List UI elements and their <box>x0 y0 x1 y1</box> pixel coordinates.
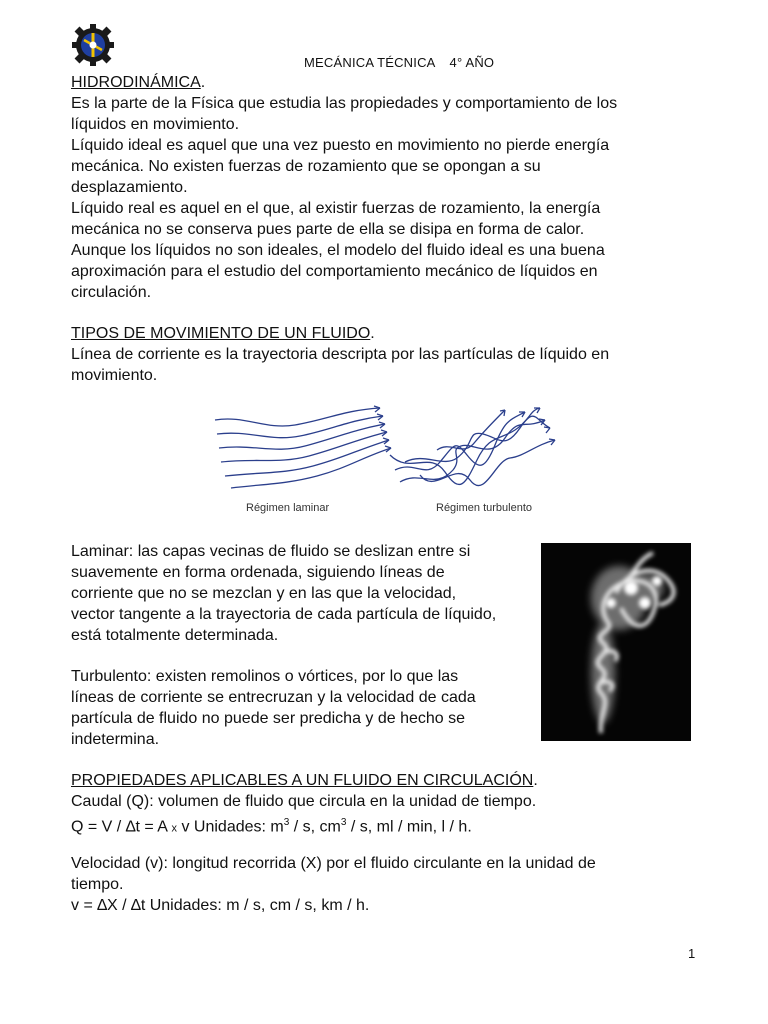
laminar-line: vector tangente a la trayectoria de cada partícula de líquido, <box>71 606 497 623</box>
paragraph-line: mecánica. No existen fuerzas de rozamiento que se opongan a su <box>71 158 541 175</box>
velocity-line: Velocidad (v): longitud recorrida (X) por el fluido circulante en la unidad de <box>71 855 596 872</box>
velocity-formula: v = ∆X / ∆t Unidades: m / s, cm / s, km / h. <box>71 897 370 914</box>
header-year: 4° AÑO <box>449 55 495 70</box>
caption-laminar: Régimen laminar <box>246 502 330 514</box>
laminar-line: corriente que no se mezclan y en las que la velocidad, <box>71 585 457 602</box>
turbulent-line: Turbulento: existen remolinos o vórtices, por lo que las <box>71 668 459 685</box>
paragraph-line: Líquido real es aquel en el que, al existir fuerzas de rozamiento, la energía <box>71 200 601 217</box>
page-header <box>304 55 494 70</box>
laminar-streamline <box>219 424 385 449</box>
laminar-streamline <box>215 408 380 426</box>
flow-regime-figure <box>205 400 565 500</box>
formula-caudal: Q = V / ∆t = A x v Unidades: $m^3$ / s, $cm^3$ / s, ml / min, l / h. <box>71 817 472 836</box>
paragraph-line: Líquido ideal es aquel que una vez puesto en movimiento no pierde energía <box>71 137 610 154</box>
page-number: 1 <box>688 946 696 961</box>
turbulent-streamline <box>420 440 555 486</box>
paragraph-line: aproximación para el estudio del comportamiento mecánico de líquidos en <box>71 263 598 280</box>
turbulent-line: indetermina. <box>71 731 160 748</box>
laminar-line: está totalmente determinada. <box>71 627 279 644</box>
velocity-line: tiempo. <box>71 876 124 893</box>
section-title-hidrodinamica: HIDRODINÁMICA. <box>71 74 206 91</box>
paragraph-line: Caudal (Q): volumen de fluido que circula en la unidad de tiempo. <box>71 793 537 810</box>
paragraph-line: Línea de corriente es la trayectoria descripta por las partículas de líquido en <box>71 346 610 363</box>
turbulent-line: partícula de fluido no puede ser predicha y de hecho se <box>71 710 466 727</box>
header-subject: MECÁNICA TÉCNICA <box>304 55 436 70</box>
laminar-line: Laminar: las capas vecinas de fluido se deslizan entre si <box>71 543 471 560</box>
paragraph-line: circulación. <box>71 284 152 301</box>
paragraph-line: movimiento. <box>71 367 158 384</box>
section-title-propiedades: PROPIEDADES APLICABLES A UN FLUIDO EN CIRCULACIÓN. <box>71 772 538 789</box>
paragraph-line: Es la parte de la Física que estudia las propiedades y comportamiento de los <box>71 95 618 112</box>
section-title-tipos-movimiento: TIPOS DE MOVIMIENTO DE UN FLUIDO. <box>71 325 375 342</box>
caption-turbulent: Régimen turbulento <box>436 502 533 514</box>
paragraph-line: desplazamiento. <box>71 179 188 196</box>
paragraph-line: mecánica no se conserva pues parte de ella se disipa en forma de calor. <box>71 221 585 238</box>
paragraph-line: líquidos en movimiento. <box>71 116 240 133</box>
turbulent-flow-photo <box>541 543 691 741</box>
paragraph-line: Aunque los líquidos no son ideales, el modelo del fluido ideal es una buena <box>71 242 605 259</box>
turbulent-streamline <box>400 420 545 482</box>
laminar-streamline <box>231 448 391 488</box>
laminar-line: suavemente en forma ordenada, siguiendo líneas de <box>71 564 445 581</box>
turbulent-line: líneas de corriente se entrecruzan y la velocidad de cada <box>71 689 476 706</box>
laminar-streamline <box>217 416 383 438</box>
school-logo <box>72 24 114 66</box>
turbulent-streamline <box>390 408 540 484</box>
